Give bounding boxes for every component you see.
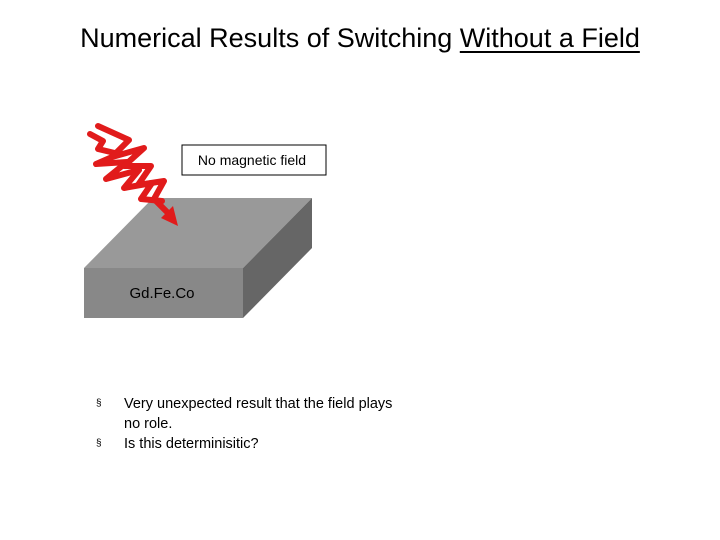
laser-pulse-icon bbox=[90, 126, 178, 226]
bullet-text: Very unexpected result that the field plays no role. bbox=[124, 396, 393, 432]
sample-label: Gd.Fe.Co bbox=[129, 285, 195, 302]
title-emphasis: Without a Field bbox=[459, 23, 640, 53]
title-prefix: Numerical Results of Switching bbox=[80, 23, 460, 53]
bullet-list bbox=[96, 394, 396, 454]
bullet-marker: § bbox=[96, 398, 102, 409]
bullet-item bbox=[96, 394, 396, 434]
bullet-marker: § bbox=[96, 438, 102, 449]
bullet-text: Is this determinisitic? bbox=[124, 436, 259, 452]
bullet-item bbox=[96, 434, 396, 454]
callout-label: No magnetic field bbox=[197, 152, 307, 168]
